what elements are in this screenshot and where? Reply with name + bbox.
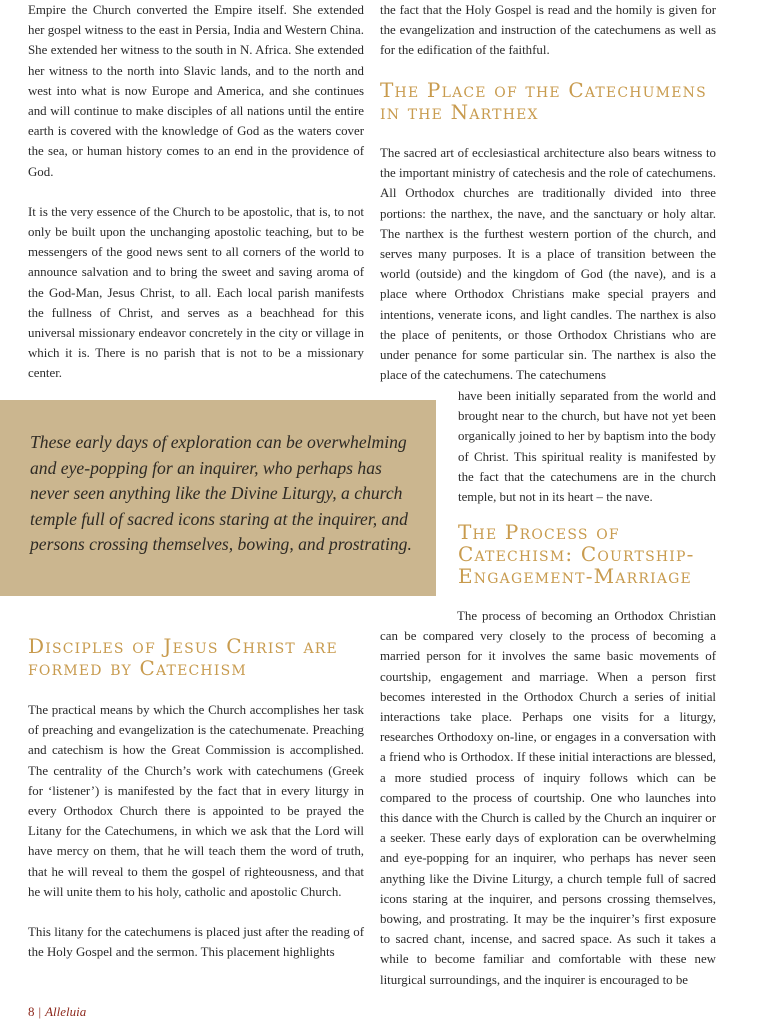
body-paragraph: This litany for the catechumens is placed just after the reading of the Holy Gospel and the sermon. This placement highlights [28,925,364,960]
publication-name: Alleluia [45,1004,87,1019]
body-paragraph: It is the very essence of the Church to be apostolic, that is, to not only be built upon the unchanging apostolic teaching, but to be messengers of the good news sent to all corners of the world to announce salvation and to bring the sweet and saving aroma of the God-Man, Jesus Christ, to all. Each local parish manifests the fullness of Christ, and serves as a beachhead for this universal missionary endeavor concretely in the city or village in which it is. There is no parish that is not to be a missionary center. [28,204,364,381]
body-paragraph: have been initially separated from the world and brought near to the church, but have not yet been organically joined to her by baptism into the body of Christ. This spiritual reality is manifested by the fact that the catechumens are in the church temple, but not in its heart – the nave. [458,389,716,505]
body-paragraph: The process of becoming an Orthodox Christian can be compared very closely to the process of becoming a married person for it involves the same basic movements of courtship, engagement and marriage. When a person first becomes interested in the Orthodox Church a series of initial interactions take place. Perhaps one visits for a liturgy, researches Orthodoxy on-line, or engages in a conversation with a friend who is Orthodox. If these initial interactions are blessed, a more studied process of inquiry follows which can be compared to the process of courtship. One who launches into this dance with the Church is called by the Church an inquirer or a seeker. These early days of exploration can be overwhelming and eye-popping for an inquirer, who perhaps has never seen anything like the Divine Liturgy, a church temple full of sacred icons staring at the inquirer, and persons crossing themselves, bowing, and prostrating. It may be the inquirer’s first exposure to sacred chant, incense, and sacred space. As such it takes a while to become familiar and comfortable with these new liturgical surroundings, and the inquirer is encouraged to be [380,609,716,987]
section-heading-process: The Process of Catechism: Courtship-Engagement-Marriage [458,520,695,588]
right-column-process [380,606,716,990]
section-heading-narthex: The Place of the Catechumens in the Narthex [380,78,707,124]
page-footer [28,1004,86,1020]
section-heading-disciples: Disciples of Jesus Christ are formed by Catechism [28,634,338,680]
pull-quote-box [0,400,436,596]
right-column-narthex-continued [458,386,716,507]
pull-quote-text: These early days of exploration can be overwhelming and eye-popping for an inquirer, who perhaps has never seen anything like the Divine Liturgy, a church temple full of sacred icons staring at the inquirer, and persons crossing themselves, bowing, and prostrating. [30,432,412,554]
page-number: 8 [28,1004,35,1019]
body-paragraph: the fact that the Holy Gospel is read and the homily is given for the evangelization and instruction of the catechumens as well as for the edification of the faithful. [380,3,716,58]
right-column-top [380,0,716,61]
right-column-narthex [380,143,716,385]
left-column-top [28,0,364,384]
body-paragraph: The sacred art of ecclesiastical architecture also bears witness to the important ministry of catechesis and the role of catechumens. All Orthodox churches are traditionally divided into three portions: the narthex, the nave, and the sanctuary or holy altar. The narthex is the furthest western portion of the church, and serves many purposes. It is a place of transition between the world (outside) and the kingdom of God (the nave), and is a place where Orthodox Christians make special prayers and intentions, venerate icons, and light candles. The narthex is also the place of penitents, or those Orthodox Christians who are under penance for some particular sin. The narthex is also the place of the catechumens. The catechumens [380,146,716,383]
body-paragraph: The practical means by which the Church accomplishes her task of preaching and evangelization is the catechumenate. Preaching and catechism is how the Great Commission is accomplished. The centrality of the Church’s work with catechumens (Greek for ‘listener’) is manifested by the fact that in every liturgy in every Orthodox Church there is appointed to be prayed the Litany for the Catechumens, in which we ask that the Lord will have mercy on them, that he will teach them the word of truth, that he will reveal to them the gospel of righteousness, and that he will unite them to his holy, catholic and apostolic Church. [28,703,364,899]
body-paragraph: Empire the Church converted the Empire itself. She extended her gospel witness to the east in Persia, India and Western China. She extended her witness to the south in N. Africa. She extended her witness to the north into Slavic lands, and to the north and west into what is now Europe and America, and she continues and will continue to make disciples of all nations until the entire earth is covered with the knowledge of God as the waters cover the sea, or human history comes to an end in the providence of God. [28,3,364,179]
left-column-bottom [28,700,364,962]
footer-separator: | [38,1004,42,1019]
